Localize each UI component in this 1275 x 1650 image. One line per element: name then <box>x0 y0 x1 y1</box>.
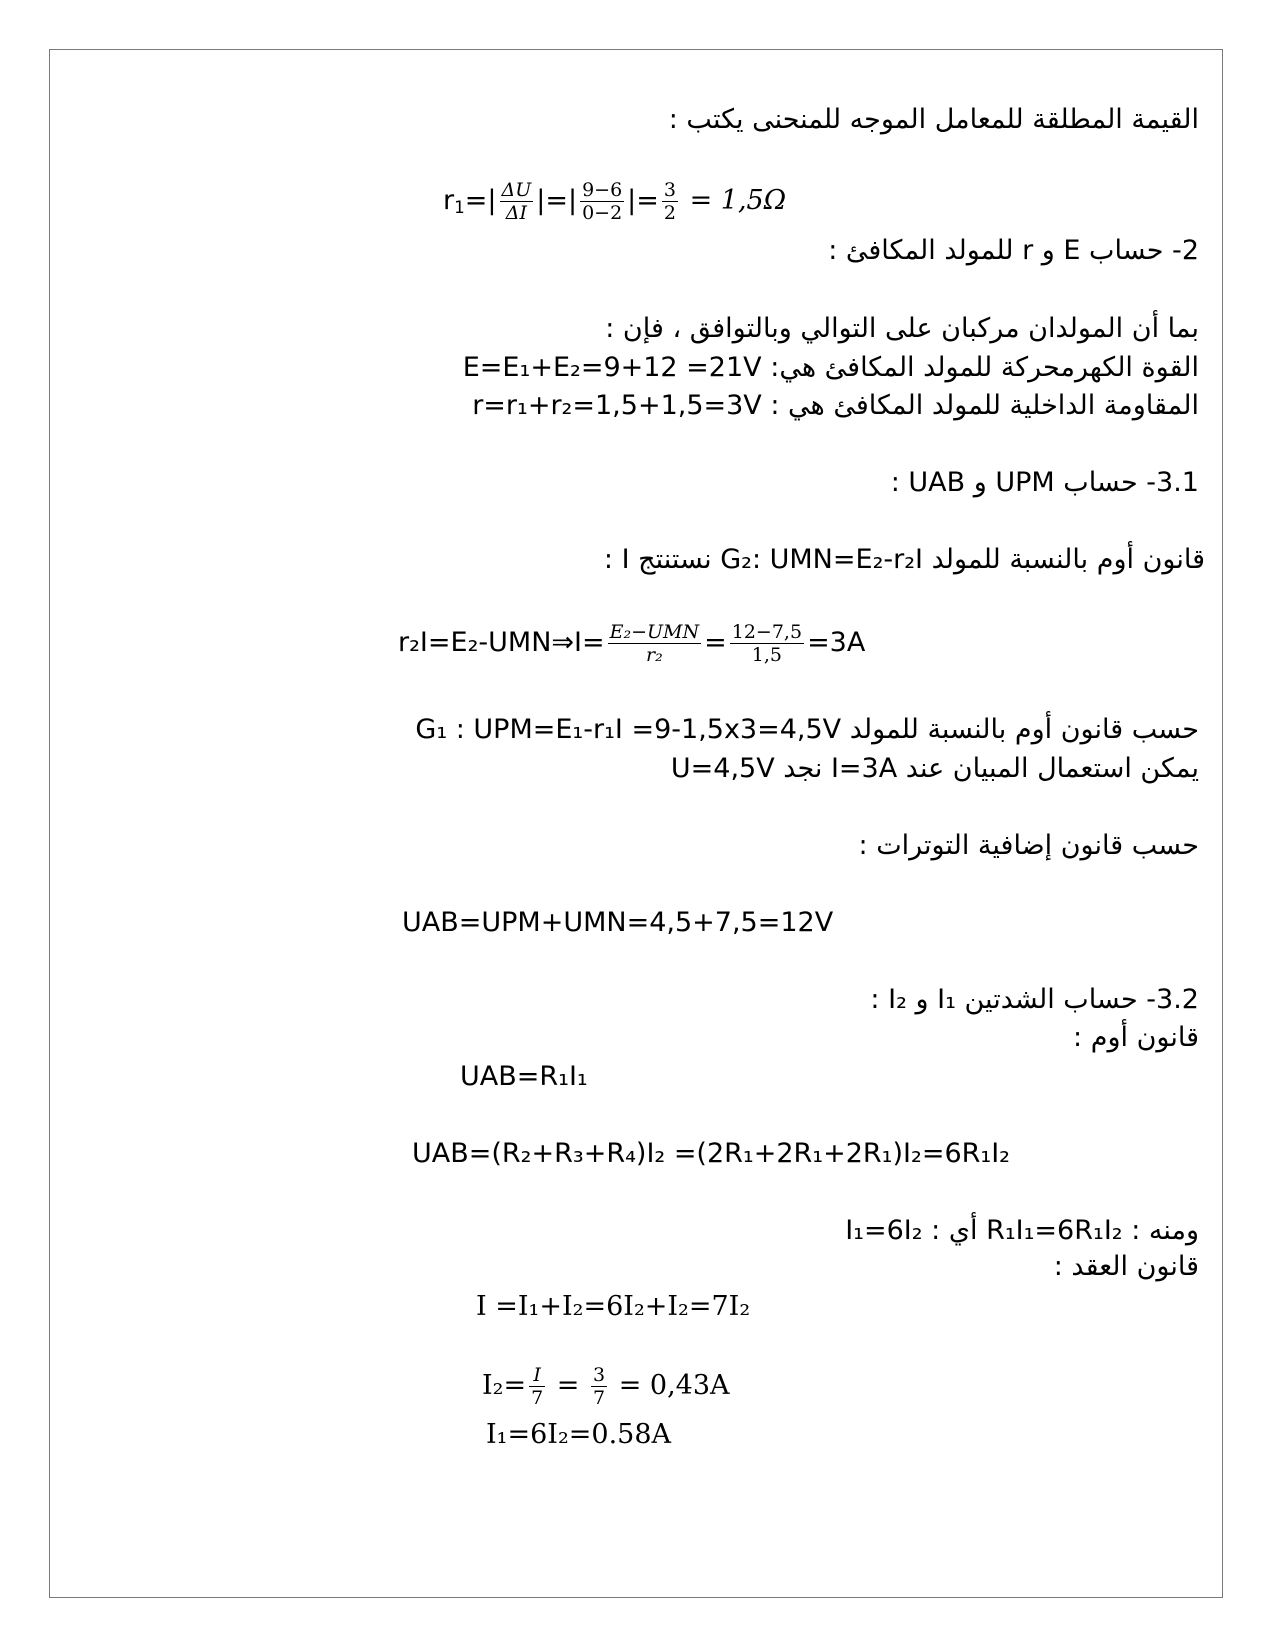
frac-result-den: 2 <box>663 202 676 224</box>
emf-text: القوة الكهرمحركة للمولد المكافئ هي: <box>770 352 1199 383</box>
hence-formula: ومنه : R₁I₁=6R₁I₂ أي : I₁=6I₂ <box>845 1215 1199 1246</box>
slope-intro: القيمة المطلقة للمعامل الموجه للمنحنى يكتب : <box>668 104 1199 135</box>
frac-i2-den: 7 <box>531 1387 544 1409</box>
series-intro: بما أن المولدان مركبان على التوالي وبالتوافق ، فإن : <box>605 313 1199 344</box>
ohm-g2-text: قانون أوم بالنسبة للمولد G₂: UMN=E₂-r₂I نستنتج I : <box>603 544 1205 575</box>
ohm-g1-text: حسب قانون أوم بالنسبة للمولد G₁ : UPM=E₁-r₁I =9-1,5x3=4,5V <box>415 714 1199 745</box>
fraction-result <box>662 179 678 224</box>
i-calc-eq: = <box>704 627 727 658</box>
i2-calc-tail: = 0,43A <box>610 1370 730 1401</box>
frac-i2-values-num: 3 <box>593 1364 606 1386</box>
frac-current-values-num: 12−7,5 <box>731 621 803 643</box>
r1-tail: = 1,5Ω <box>681 185 787 216</box>
uab-sum-formula: UAB=UPM+UMN=4,5+7,5=12V <box>402 907 834 938</box>
ohm-law-label: قانون أوم : <box>1073 1022 1199 1053</box>
i2-calc-left: I₂= <box>482 1370 527 1401</box>
frac-delta-den: ΔI <box>505 202 527 224</box>
emf-formula: E=E₁+E₂=9+12 =21V <box>462 352 762 383</box>
question-2-heading: 2- حساب E و r للمولد المكافئ : <box>828 235 1199 266</box>
node-law-label: قانون العقد : <box>1053 1251 1199 1282</box>
r1-formula <box>443 172 786 230</box>
frac-delta-num: ΔU <box>501 179 532 201</box>
uab-r234-formula: UAB=(R₂+R₃+R₄)I₂ =(2R₁+2R₁+2R₁)I₂=6R₁I₂ <box>412 1138 1010 1169</box>
resist-formula: r=r₁+r₂=1,5+1,5=3V <box>472 390 762 421</box>
question-3-2-heading: 3.2- حساب الشدتين I₁ و I₂ : <box>870 984 1199 1015</box>
graph-reading-text: يمكن استعمال المبيان عند I=3A نجد U=4,5V <box>670 753 1199 784</box>
r1-eq1: =| <box>464 185 497 216</box>
i2-calc-eq: = <box>548 1370 589 1401</box>
i-calc-left: r₂I=E₂-UMN⇒I= <box>398 627 605 658</box>
frac-result-num: 3 <box>663 179 676 201</box>
r1-mid: |=| <box>536 185 578 216</box>
fraction-values <box>580 179 624 224</box>
voltage-addition-text: حسب قانون إضافية التوترات : <box>858 830 1199 861</box>
frac-current-values-den: 1,5 <box>751 644 782 666</box>
i2-calculation <box>482 1357 730 1415</box>
fraction-i2-symbolic <box>529 1364 545 1409</box>
r1-lhs-sub: 1 <box>454 197 465 218</box>
uab-r1-formula: UAB=R₁I₁ <box>460 1061 588 1092</box>
frac-values-den: 0−2 <box>582 202 623 224</box>
frac-current-den: r₂ <box>646 644 663 666</box>
emf-line <box>463 351 1199 385</box>
fraction-current-values <box>730 621 804 666</box>
frac-i2-num: I <box>529 1364 545 1387</box>
current-sum-formula: I =I₁+I₂=6I₂+I₂=7I₂ <box>476 1291 751 1322</box>
question-3-1-heading: 3.1- حساب UPM و UAB : <box>890 467 1199 498</box>
fraction-delta <box>500 179 534 224</box>
r1-mid2: |= <box>627 185 659 216</box>
fraction-current-symbolic <box>608 621 702 666</box>
i1-result-formula: I₁=6I₂=0.58A <box>486 1419 672 1450</box>
frac-current-num: E₂−UMN <box>609 621 700 643</box>
frac-i2-values-den: 7 <box>593 1387 606 1409</box>
resist-text: المقاومة الداخلية للمولد المكافئ هي : <box>770 390 1199 421</box>
current-calculation <box>398 614 865 672</box>
frac-values-num: 9−6 <box>582 179 623 201</box>
r1-lhs: r <box>443 185 455 216</box>
i-calc-tail: =3A <box>807 627 866 658</box>
resist-line <box>472 389 1199 423</box>
fraction-i2-values <box>591 1364 607 1409</box>
